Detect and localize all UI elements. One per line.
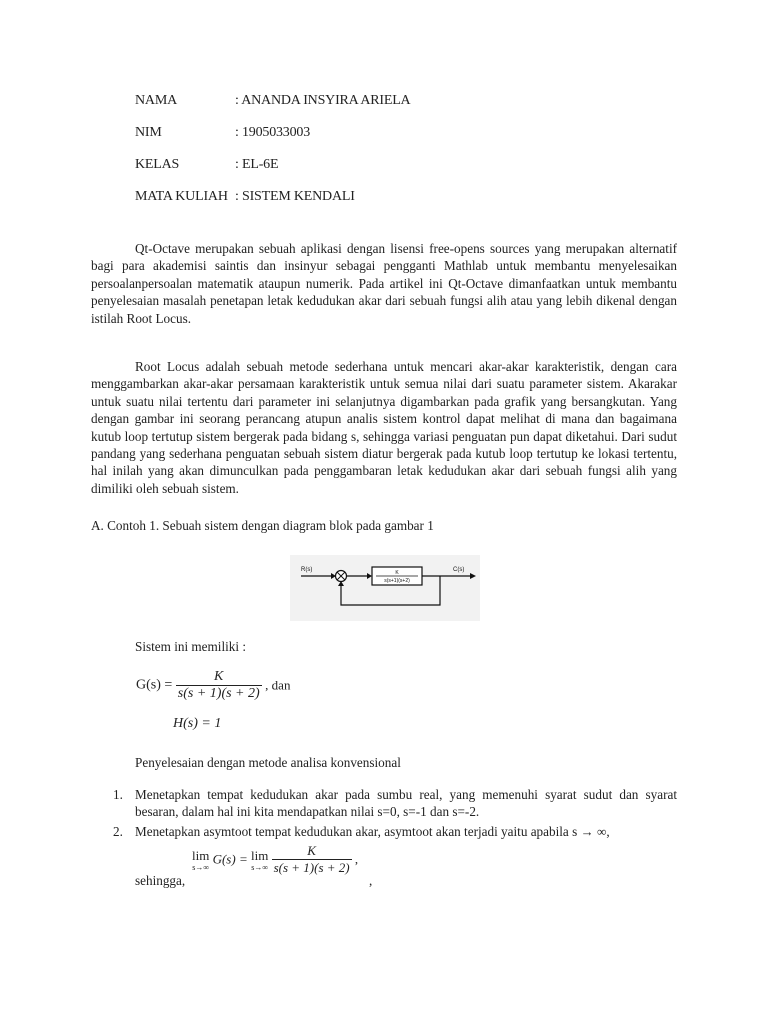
step-item: [91, 823, 677, 840]
header-label: NIM: [135, 125, 162, 140]
step-number: 1.: [113, 787, 123, 802]
input-label: R(s): [301, 567, 313, 573]
eq-g-suffix: , dan: [265, 677, 291, 693]
step-item: [91, 786, 677, 821]
root-locus-paragraph: Root Locus adalah sebuah metode sederhana untuk mencari akar-akar karakteristik, dengan cara menggambarkan akar-akar persamaan karakteristik untuk semua nilai dari suatu parameter sistem. Akarakar untuk suatu nilai tertentu dari parameter ini selanjutnya digambarkan pada grafik yang bersangkutan. Yang dengan gambar ini seorang perancang atupun analis sistem kontrol dapat melihat di mana dan bagaimana kutub loop tertutup sistem bergerak pada bidang s, sehingga variasi penguatan pun dapat diketahui. Dari sudut pandang yang sederhana penguatan sebuah sistem diatur bergerak pada kutub loop tertutup ke lokasi tertentu, hal inilah yang akan dimunculkan pada penggambaran letak kedudukan akar dari sebuah fungsi alih yang dimiliki oleh sebuah sistem.: [91, 359, 677, 496]
eq-g-fraction: [176, 669, 262, 702]
equation-g: [136, 669, 290, 702]
header-label: MATA KULIAH: [135, 189, 228, 204]
limit-numerator: K: [307, 843, 316, 858]
step-number: 2.: [113, 823, 123, 839]
lim-subscript-2: s→∞: [251, 862, 269, 872]
method-heading: Penyelesaian dengan metode analisa konvensional: [135, 755, 401, 770]
eq-g-lhs: G(s) =: [136, 677, 173, 693]
lim-label-2: lim: [250, 847, 269, 863]
output-label: C(s): [453, 567, 465, 573]
header-value: : SISTEM KENDALI: [235, 189, 355, 204]
block-numerator: K: [395, 570, 399, 576]
header-label: NAMA: [135, 93, 177, 108]
limit-trail: ,: [369, 873, 373, 888]
block-denominator: s(s+1)(s+2): [384, 578, 410, 584]
header-label: KELAS: [135, 157, 180, 172]
intro-paragraph: Qt-Octave merupakan sebuah aplikasi dengan lisensi free-opens sources yang merupakan alternatif bagi para akademisi saintis dan insinyur sebagai pengganti Mathlab untuk membantu menyelesaikan persoalanpersoalan matematik ataupun numerik. Pada artikel ini Qt-Octave dimanfaatkan untuk membantu penyelesaian masalah penetapan letak kedudukan akar dari sebuah fungsi alih atau yang lebih dikenal dengan istilah Root Locus.: [91, 241, 677, 326]
eq-g-denominator: s(s + 1)(s + 2): [177, 686, 260, 701]
limit-tail: ,: [354, 851, 359, 867]
lim-label: lim: [192, 847, 210, 863]
limit-fraction: [272, 843, 352, 876]
diagram-background: [290, 555, 480, 621]
example-heading: A. Contoh 1. Sebuah sistem dengan diagram blok pada gambar 1: [91, 518, 434, 533]
limit-denominator: s(s + 1)(s + 2): [273, 860, 350, 875]
steps-list: [91, 786, 677, 842]
limit-prefix: sehingga,: [135, 873, 186, 888]
equation-h: H(s) = 1: [173, 716, 222, 731]
limit-g: G(s) =: [212, 851, 248, 867]
block-diagram: [290, 555, 480, 621]
system-has-label: Sistem ini memiliki :: [135, 639, 246, 654]
step-text: Menetapkan tempat kedudukan akar pada sumbu real, yang memenuhi syarat sudut dan syarat besaran, dalam hal ini kita mendapatkan nilai s=0, s=-1 dan s=-2.: [135, 787, 677, 820]
header-value: : 1905033003: [235, 125, 310, 140]
header-value: : ANANDA INSYIRA ARIELA: [235, 93, 411, 108]
lim-subscript: s→∞: [192, 862, 210, 872]
limit-expression: [192, 843, 358, 876]
eq-g-numerator: K: [214, 669, 224, 684]
header-value: : EL-6E: [235, 157, 279, 172]
step-text: Menetapkan asymtoot tempat kedudukan akar, asymtoot akan terjadi yaitu apabila s → ∞,: [135, 823, 610, 839]
